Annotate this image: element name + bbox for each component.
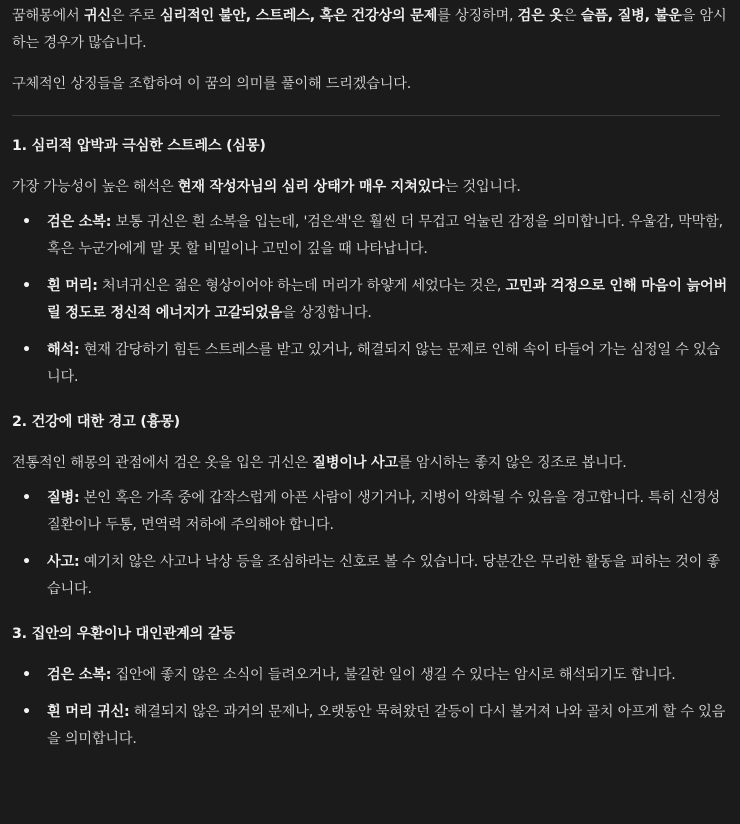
emphasis-text: 슬픔, 질병, 불운 [580, 8, 682, 24]
bullet-list [12, 662, 728, 753]
section-heading: 1. 심리적 압박과 극심한 스트레스 (심몽) [12, 138, 266, 154]
bullet-icon: • [22, 554, 31, 570]
bullet-icon: • [22, 704, 31, 720]
section-lead: 가장 가능성이 높은 해석은 현재 작성자님의 심리 상태가 매우 지쳐있다는 것입니다. [12, 179, 521, 195]
emphasis-text: 검은 소복: [47, 667, 112, 683]
bullet-icon: • [22, 667, 31, 683]
bullet-icon: • [22, 490, 31, 506]
emphasis-text: 검은 소복: [47, 214, 112, 230]
list-item-text: 질병: 본인 혹은 가족 중에 갑작스럽게 아픈 사람이 생기거나, 지병이 악화될 수 있음을 경고합니다. 특히 신경성 질환이나 두통, 면역력 저하에 주의해야 합니다. [47, 490, 720, 533]
list-item [12, 337, 728, 391]
emphasis-text: 검은 옷 [517, 8, 563, 24]
emphasis-text: 질병이나 사고 [312, 455, 399, 471]
section-lead: 전통적인 해몽의 관점에서 검은 옷을 입은 귀신은 질병이나 사고를 암시하는 좋지 않은 징조로 봅니다. [12, 455, 627, 471]
section-health-warning [12, 409, 728, 603]
list-item-text: 사고: 예기치 않은 사고나 낙상 등을 조심하라는 신호로 볼 수 있습니다. 당분간은 무리한 활동을 피하는 것이 좋습니다. [47, 554, 720, 597]
intro-paragraph: 꿈해몽에서 귀신은 주로 심리적인 불안, 스트레스, 혹은 건강상의 문제를 상징하며, 검은 옷은 슬픔, 질병, 불운을 암시하는 경우가 많습니다. [12, 8, 727, 51]
emphasis-text: 해석: [47, 342, 80, 358]
section-family-conflict [12, 621, 728, 753]
emphasis-text: 흰 머리 귀신: [47, 704, 130, 720]
list-item-text: 흰 머리: 처녀귀신은 젊은 형상이어야 하는데 머리가 하얗게 세었다는 것은, 고민과 걱정으로 인해 마음이 늙어버릴 정도로 정신적 에너지가 고갈되었음을 상징합니다. [47, 278, 728, 321]
emphasis-text: 고민과 걱정으로 인해 마음이 늙어버릴 정도로 정신적 에너지가 고갈되었음 [47, 278, 728, 321]
bullet-icon: • [22, 342, 31, 358]
list-item [12, 485, 728, 539]
section-psychological [12, 133, 728, 391]
bullet-list [12, 485, 728, 603]
list-item [12, 699, 728, 753]
list-item [12, 273, 728, 327]
list-item-text: 흰 머리 귀신: 해결되지 않은 과거의 문제나, 오랫동안 묵혀왔던 갈등이 다시 불거져 나와 골치 아프게 할 수 있음을 의미합니다. [47, 704, 726, 747]
section-heading: 2. 건강에 대한 경고 (흉몽) [12, 414, 180, 430]
list-item-text: 해석: 현재 감당하기 힘든 스트레스를 받고 있거나, 해결되지 않는 문제로 인해 속이 타들어 가는 심정일 수 있습니다. [47, 342, 720, 385]
bullet-icon: • [22, 214, 31, 230]
divider [12, 115, 720, 116]
section-heading: 3. 집안의 우환이나 대인관계의 갈등 [12, 626, 235, 642]
list-item [12, 549, 728, 603]
list-item [12, 209, 728, 263]
list-item [12, 662, 728, 689]
list-item-text: 검은 소복: 보통 귀신은 흰 소복을 입는데, '검은색'은 훨씬 더 무겁고 억눌린 감정을 의미합니다. 우울감, 막막함, 혹은 누군가에게 말 못 할 비밀이나 고민이 깊을 때 나타납니다. [47, 214, 723, 257]
list-item-text: 검은 소복: 집안에 좋지 않은 소식이 들려오거나, 불길한 일이 생길 수 있다는 암시로 해석되기도 합니다. [47, 667, 676, 683]
emphasis-text: 흰 머리: [47, 278, 98, 294]
emphasis-text: 귀신 [83, 8, 111, 24]
intro-followup: 구체적인 상징들을 조합하여 이 꿈의 의미를 풀이해 드리겠습니다. [12, 76, 412, 92]
emphasis-text: 현재 작성자님의 심리 상태가 매우 지쳐있다 [177, 179, 445, 195]
emphasis-text: 심리적인 불안, 스트레스, 혹은 건강상의 문제 [160, 8, 438, 24]
bullet-list [12, 209, 728, 391]
emphasis-text: 사고: [47, 554, 80, 570]
emphasis-text: 질병: [47, 490, 80, 506]
bullet-icon: • [22, 278, 31, 294]
